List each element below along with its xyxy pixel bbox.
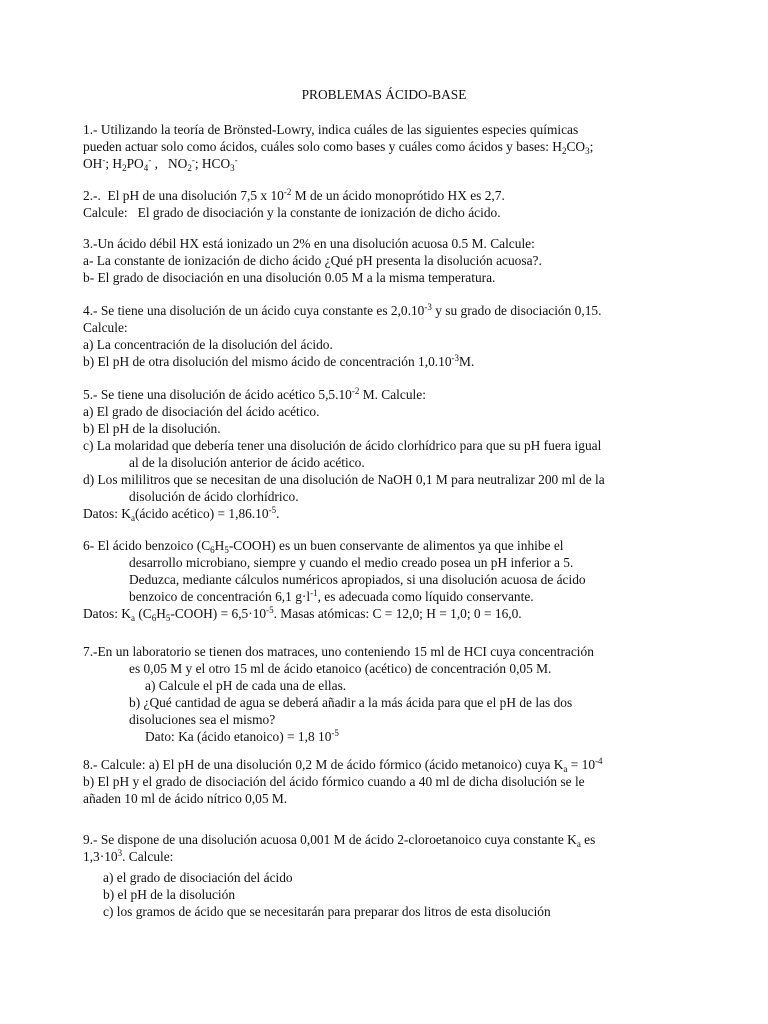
problem-5-line-2: a) El grado de disociación del ácido acético. [83,404,320,419]
problem-5-line-7: disolución de ácido clorhídrico. [129,489,299,504]
problem-8-line-3: añaden 10 ml de ácido nítrico 0,05 M. [83,791,288,806]
problem-4-line-3: a) La concentración de la disolución del ácido. [83,337,333,352]
problem-6 [83,537,693,622]
problem-6-line-4: benzoico de concentración 6,1 $g\cdot l^{-1}$, es adecuada como líquido conservante. [129,588,534,604]
problem-9-line-4: b) el pH de la disolución [103,887,236,902]
problem-7-line-6: Dato: Ka (ácido etanoico) = 1,8 $10^{-5}$ [145,728,339,744]
problem-6-line-1: 6- El ácido benzoico $(C_6H_5-COOH)$ es un buen conservante de alimentos ya que inhibe el [83,538,564,555]
problem-7-line-3: a) Calcule el pH de cada una de ellas. [145,678,347,693]
problem-5-line-1: 5.- Se tiene una disolución de ácido acético $5,5.10^{-2}$ M. Calcule: [83,386,426,402]
problem-7-line-5: disoluciones sea el mismo? [129,712,276,727]
problem-6-line-5: Datos: $K_a$ $(C_6H_5-COOH) = 6,5\cdot 10^{-5}$. Masas atómicas: C = 12,0; H = 1,0; 0 = 16,0. [83,605,522,623]
problem-9-line-2: $1,3\cdot 10^3$. Calcule: [83,848,174,864]
problem-4-line-2: Calcule: [83,320,128,335]
problem-4-line-1: 4.- Se tiene una disolución de un ácido cuya constante es $2,0.10^{-3}$ y su grado de disociación 0,15. [83,302,602,318]
problem-1-line-3: OH-; $H_2PO_4^-$ , $NO_2^-$; $HCO_3^-$ [83,155,238,173]
problem-3-line-3: b- El grado de disociación en una disolución 0.05 M a la misma temperatura. [83,270,496,285]
problem-5-line-6: d) Los mililitros que se necesitan de una disolución de NaOH 0,1 M para neutralizar 200 ml de la [83,472,605,487]
problem-7-line-4: b) ¿Qué cantidad de agua se deberá añadir a la más ácida para que el pH de las dos [129,695,573,710]
problem-5-line-4: c) La molaridad que debería tener una disolución de ácido clorhídrico para que su pH fuera igual [83,438,602,453]
problem-5-line-3: b) El pH de la disolución. [83,421,221,436]
problem-1-line-2: pueden actuar solo como ácidos, cuáles solo como bases y cuáles como ácidos y bases: $H_2CO_3$; [83,139,594,156]
problem-9 [83,831,693,920]
problem-7-line-1: 7.-En un laboratorio se tienen dos matraces, uno conteniendo 15 ml de HCI cuya concentración [83,644,594,659]
problem-4-line-4: b) El pH de otra disolución del mismo ácido de concentración $1,0.10^{-3}M$. [83,353,475,369]
problem-5-line-5: al de la disolución anterior de ácido acético. [129,455,365,470]
problem-2-line-1: 2.-. El pH de una disolución 7,5 x $10^{-2}$ M de un ácido monoprótido HX es 2,7. [83,187,505,203]
problem-7-line-2: es 0,05 M y el otro 15 ml de ácido etanoico (acético) de concentración 0,05 M. [129,661,552,676]
document-title: PROBLEMAS ÁCIDO-BASE [301,87,467,102]
problem-2-line-2: Calcule: El grado de disociación y la constante de ionización de dicho ácido. [83,205,501,220]
problem-1 [83,121,693,172]
problem-3-line-1: 3.-Un ácido débil HX está ionizado un 2% en una disolución acuosa 0.5 M. Calcule: [83,236,535,251]
problem-9-line-5: c) los gramos de ácido que se necesitarán para preparar dos litros de esta disolución [103,904,551,919]
problem-4 [83,302,693,370]
problem-5-line-8: Datos: $K_a(ácido$ acético) = $1,86.10^{-5}$. [83,505,280,523]
problem-5 [83,386,693,522]
problem-8-line-1: 8.- Calcule: a) El pH de una disolución 0,2 M de ácido fórmico (ácido metanoico) cuya $K_a = 10^{-4}$ [83,756,603,774]
problem-2 [83,187,693,221]
problem-3 [83,235,693,286]
problem-7 [83,643,693,745]
problem-8 [83,756,693,807]
problem-8-line-2: b) El pH y el grado de disociación del ácido fórmico cuando a 40 ml de dicha disolución se le [83,774,585,789]
problem-6-line-2: desarrollo microbiano, siempre y cuando el medio creado posea un pH inferior a 5. [129,555,574,570]
problem-6-line-3: Deduzca, mediante cálculos numéricos apropiados, si una disolución acuosa de ácido [129,572,586,587]
problem-9-line-3: a) el grado de disociación del ácido [103,870,293,885]
problem-3-line-2: a- La constante de ionización de dicho ácido ¿Qué pH presenta la disolución acuosa?. [83,253,542,268]
problem-9-line-1: 9.- Se dispone de una disolución acuosa 0,001 M de ácido 2-cloroetanoico cuya constante $K_a$ es [83,832,596,849]
problem-1-line-1: 1.- Utilizando la teoría de Brönsted-Lowry, indica cuáles de las siguientes especies químicas [83,122,579,137]
